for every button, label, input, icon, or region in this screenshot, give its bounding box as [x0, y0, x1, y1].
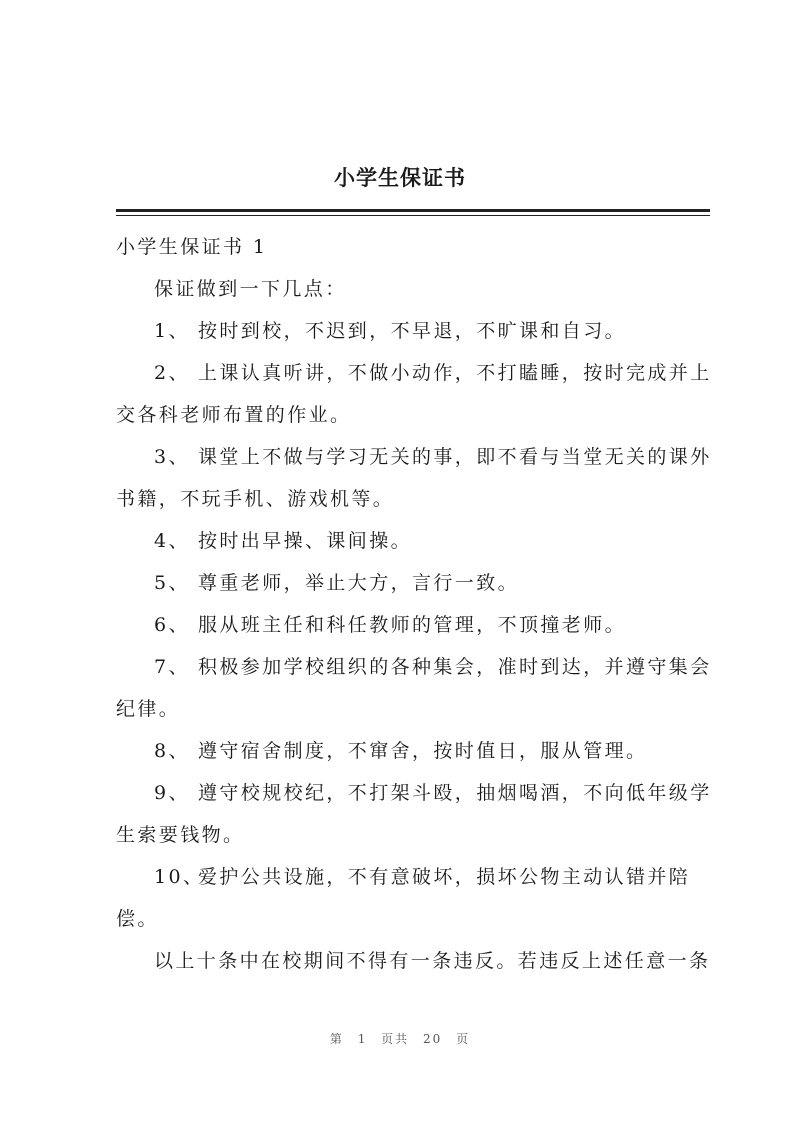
- list-item: [116, 856, 716, 940]
- title-divider-thin: [116, 215, 710, 216]
- list-item: [116, 646, 716, 730]
- closing-paragraph: 以上十条中在校期间不得有一条违反。若违反上述任意一条: [154, 950, 711, 972]
- list-item-number: 7、: [154, 656, 190, 678]
- list-item-text: 按时出早操、课间操。: [198, 530, 413, 552]
- list-item-number: 9、: [154, 782, 190, 804]
- document-body: [116, 226, 716, 982]
- list-item-text: 遵守校规校纪，不打架斗殴，抽烟喝酒，不向低年级学生索要钱物。: [116, 782, 712, 846]
- list-item-text: 课堂上不做与学习无关的事，即不看与当堂无关的课外书籍，不玩手机、游戏机等。: [116, 446, 712, 510]
- title-divider-thick: [116, 209, 710, 212]
- list-item-text: 服从班主任和科任教师的管理，不顶撞老师。: [198, 614, 627, 636]
- list-item-text: 爱护公共设施，不有意破坏，损坏公物主动认错并陪偿。: [116, 866, 691, 930]
- list-item-number: 2、: [154, 362, 190, 384]
- list-item-text: 积极参加学校组织的各种集会，准时到达，并遵守集会纪律。: [116, 656, 712, 720]
- document-title: 小学生保证书: [334, 165, 466, 190]
- footer-prefix: 第: [329, 1032, 344, 1046]
- list-item: [116, 436, 716, 520]
- footer-current-page: 1: [357, 1032, 368, 1046]
- list-item: [116, 772, 716, 856]
- list-item: [116, 520, 716, 562]
- list-item: [116, 604, 716, 646]
- list-item-number: 1、: [154, 320, 190, 342]
- list-item: [116, 352, 716, 436]
- list-item-number: 10、: [154, 866, 205, 888]
- list-item-number: 3、: [154, 446, 190, 468]
- footer-suffix: 页: [456, 1032, 471, 1046]
- list-item-number: 4、: [154, 530, 190, 552]
- list-item-number: 5、: [154, 572, 190, 594]
- list-item-text: 遵守宿舍制度，不窜舍，按时值日，服从管理。: [198, 740, 648, 762]
- list-item-text: 上课认真听讲，不做小动作，不打瞌睡，按时完成并上交各科老师布置的作业。: [116, 362, 712, 426]
- list-item-number: 6、: [154, 614, 190, 636]
- list-item: [116, 562, 716, 604]
- list-item-number: 8、: [154, 740, 190, 762]
- list-item-text: 尊重老师，举止大方，言行一致。: [198, 572, 520, 594]
- footer-middle: 页共: [381, 1032, 410, 1046]
- list-item-text: 按时到校，不迟到，不早退，不旷课和自习。: [198, 320, 627, 342]
- page-footer: [0, 1030, 800, 1047]
- list-item: [116, 310, 716, 352]
- list-item: [116, 730, 716, 772]
- intro-paragraph: 保证做到一下几点：: [154, 278, 347, 300]
- footer-total-pages: 20: [423, 1032, 443, 1046]
- section-heading: 小学生保证书 1: [116, 236, 268, 258]
